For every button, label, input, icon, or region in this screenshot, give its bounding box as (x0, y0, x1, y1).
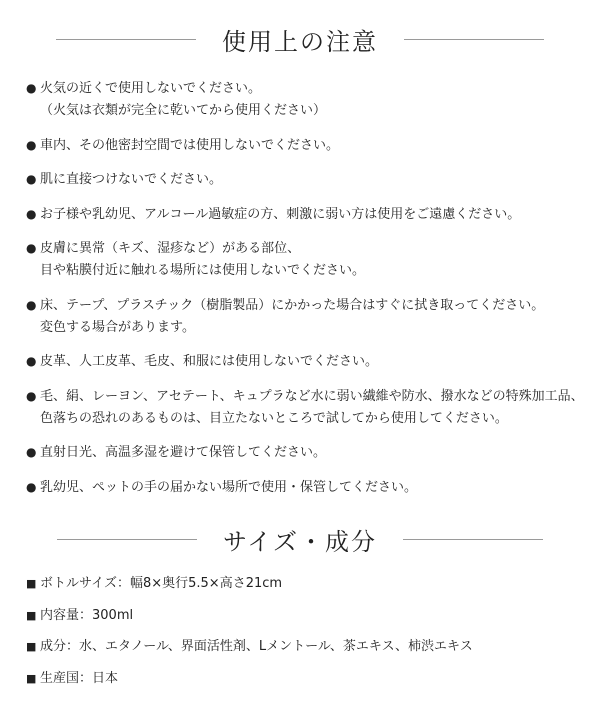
caution-item: ● 火気の近くで使用しないでください。 （火気は衣類が完全に乾いてから使用ください） (26, 77, 586, 122)
bullet-icon: ● (26, 206, 37, 221)
bullet-icon: ● (26, 241, 37, 255)
square-bullet-icon: ■ (26, 577, 37, 590)
bullet-icon: ● (26, 479, 37, 494)
spec-item: ■ ボトルサイズ：幅8×奥行5.5×高さ21cm (26, 573, 586, 595)
square-bullet-icon: ■ (26, 671, 37, 685)
caution-item: ● 皮革、人工皮革、毛皮、和服には使用しないでください。 (26, 350, 586, 373)
spec-item: ■ 生産国：日本 (26, 668, 586, 690)
bullet-icon: ● (26, 445, 37, 459)
caution-item: ● 肌に直接つけないでください。 (26, 168, 586, 191)
caution-item: ● 車内、その他密封空間では使用しないでください。 (26, 134, 586, 157)
caution-item: ● 床、テープ、プラスチック（樹脂製品）にかかった場合はすぐに拭き取ってください。 変色する場合があります。 (26, 294, 586, 339)
bullet-icon: ● (26, 172, 37, 186)
bullet-icon: ● (26, 354, 37, 368)
specs-heading (0, 522, 600, 557)
heading-rule-right (404, 39, 544, 40)
caution-item: ● 乳幼児、ペットの手の届かない場所で使用・保管してください。 (26, 476, 586, 499)
bullet-icon: ● (26, 137, 37, 152)
heading-rule-left (56, 39, 196, 40)
spec-item: ■ 成分：水、エタノール、界面活性剤、Lメントール、茶エキス、柿渋エキス (26, 636, 586, 658)
square-bullet-icon: ■ (26, 608, 37, 622)
caution-item: ● お子様や乳幼児、アルコール過敏症の方、刺激に弱い方は使用をご遠慮ください。 (26, 203, 586, 226)
cautions-list (26, 77, 586, 510)
caution-item: ● 直射日光、高温多湿を避けて保管してください。 (26, 441, 586, 464)
cautions-heading (0, 22, 600, 57)
caution-item: ● 皮膚に異常（キズ、湿疹など）がある部位、 目や粘膜付近に触れる場所には使用しないでください。 (26, 237, 586, 282)
heading-rule-right (403, 539, 543, 540)
cautions-title: 使用上の注意 (222, 28, 378, 56)
heading-rule-left (57, 539, 197, 540)
caution-item: ● 毛、絹、レーヨン、アセテート、キュプラなど水に弱い繊維や防水、撥水などの特殊加工品、 色落ちの恐れのあるものは、目立たないところで試してから使用してください。 (26, 385, 586, 430)
bullet-icon: ● (26, 81, 37, 95)
spec-item: ■ 内容量：300ml (26, 605, 586, 627)
bullet-icon: ● (26, 297, 37, 312)
specs-list (26, 573, 586, 699)
square-bullet-icon: ■ (26, 640, 37, 653)
bullet-icon: ● (26, 388, 37, 403)
specs-title: サイズ・成分 (222, 528, 378, 556)
